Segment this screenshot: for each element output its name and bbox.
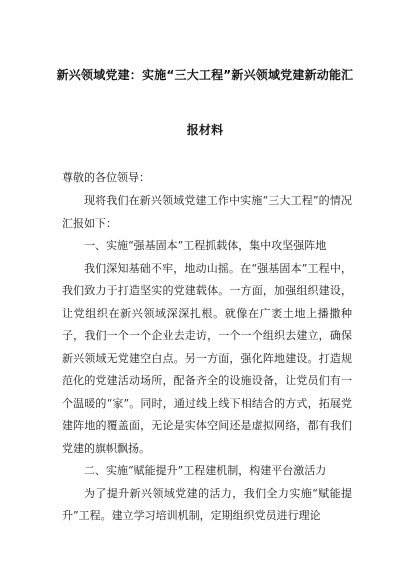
salutation: 尊敬的各位领导： <box>62 171 150 184</box>
section-1-paragraph: 我们深知基础不牢，地动山摇。在“强基固本”工程中，我们致力于打造坚实的党建载体。一方面，加强组织建设，让党组织在新兴领域深深扎根。就像在广袤土地上播撒种子，我们一个一个企业去走访，一个一个组织去建立，确保新兴领域无党建空白点。另一方面，强化阵地建设。打造规范化的党建活动场所，配备齐全的设施设备，让党员们有一个温暖的“家”。同时，通过线上线下相结合的方式，拓展党建阵地的覆盖面，无论是实体空间还是虚拟网络，都有我们党建的旗帜飘扬。 <box>62 261 352 455</box>
section-heading-1: 一、实施“强基固本”工程抓载体，集中攻坚强阵地 <box>84 239 327 252</box>
document-body <box>62 190 352 528</box>
document-title-line-1: 新兴领域党建：实施“三大工程”新兴领域党建新动能汇 <box>56 68 354 82</box>
section-heading-2: 二、实施“赋能提升”工程建机制，构建平台激活力 <box>84 464 327 477</box>
intro-paragraph: 现将我们在新兴领域党建工作中实施“三大工程”的情况汇报如下： <box>62 194 352 230</box>
document-title-line-2: 报材料 <box>186 123 224 137</box>
section-2-paragraph: 为了提升新兴领域党建的活力，我们全力实施“赋能提升”工程。建立学习培训机制，定期组织党员进行理论 <box>62 486 352 522</box>
